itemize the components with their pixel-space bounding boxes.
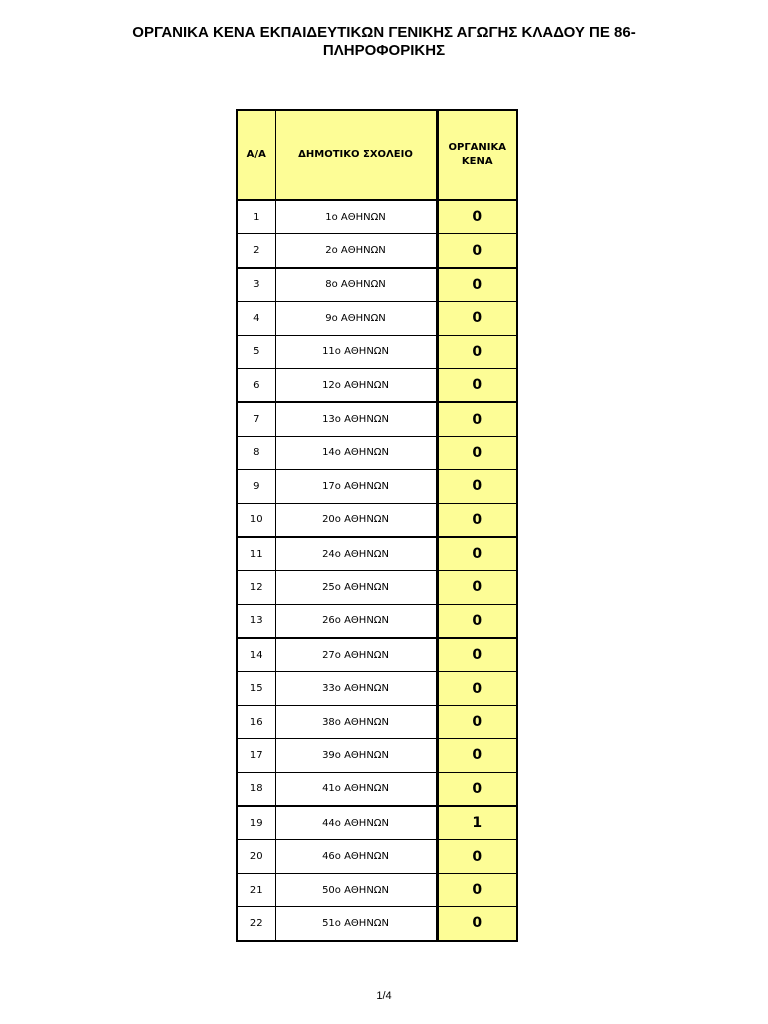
row-vacancies-cell: 0 [437,436,517,469]
row-vacancies-cell: 0 [437,234,517,268]
table-row [237,335,517,368]
row-school-cell: 1ο ΑΘΗΝΩΝ [275,200,437,234]
table-row [237,368,517,402]
table-row [237,436,517,469]
row-school-cell: 27ο ΑΘΗΝΩΝ [275,638,437,672]
row-vacancies-cell: 0 [437,368,517,402]
page-number: 1/4 [376,990,392,1002]
table-row [237,302,517,335]
row-vacancies-cell: 0 [437,907,517,941]
table-row [237,739,517,772]
row-vacancies-cell: 0 [437,537,517,571]
table-row [237,873,517,906]
table-header-row [237,110,517,200]
row-vacancies-cell: 0 [437,840,517,873]
header-aa: Α/Α [237,110,275,200]
row-school-cell: 38ο ΑΘΗΝΩΝ [275,705,437,738]
row-aa-cell: 20 [237,840,275,873]
row-vacancies-cell: 1 [437,806,517,840]
row-aa-cell: 19 [237,806,275,840]
table-row [237,672,517,705]
row-vacancies-cell: 0 [437,470,517,503]
vacancies-table [236,109,518,942]
row-vacancies-cell: 0 [437,604,517,638]
row-school-cell: 12ο ΑΘΗΝΩΝ [275,368,437,402]
row-school-cell: 39ο ΑΘΗΝΩΝ [275,739,437,772]
row-aa-cell: 11 [237,537,275,571]
row-aa-cell: 17 [237,739,275,772]
table-body [237,200,517,941]
row-vacancies-cell: 0 [437,335,517,368]
row-aa-cell: 4 [237,302,275,335]
table-row [237,638,517,672]
row-aa-cell: 5 [237,335,275,368]
row-school-cell: 50ο ΑΘΗΝΩΝ [275,873,437,906]
row-aa-cell: 18 [237,772,275,806]
header-vacancies-line1: ΟΡΓΑΝΙΚΑ [448,142,507,153]
table-row [237,234,517,268]
row-school-cell: 14ο ΑΘΗΝΩΝ [275,436,437,469]
row-school-cell: 24ο ΑΘΗΝΩΝ [275,537,437,571]
row-vacancies-cell: 0 [437,672,517,705]
row-aa-cell: 13 [237,604,275,638]
table-row [237,840,517,873]
row-vacancies-cell: 0 [437,503,517,537]
table-row [237,470,517,503]
table-row [237,503,517,537]
row-school-cell: 20ο ΑΘΗΝΩΝ [275,503,437,537]
table-row [237,806,517,840]
table-row [237,705,517,738]
row-aa-cell: 16 [237,705,275,738]
table-row [237,907,517,941]
row-aa-cell: 8 [237,436,275,469]
row-aa-cell: 7 [237,402,275,436]
row-school-cell: 44ο ΑΘΗΝΩΝ [275,806,437,840]
row-aa-cell: 2 [237,234,275,268]
row-school-cell: 41ο ΑΘΗΝΩΝ [275,772,437,806]
row-aa-cell: 3 [237,268,275,302]
document-title [0,24,768,60]
row-school-cell: 9ο ΑΘΗΝΩΝ [275,302,437,335]
row-vacancies-cell: 0 [437,571,517,604]
table-row [237,200,517,234]
header-vacancies [437,110,517,200]
row-aa-cell: 10 [237,503,275,537]
row-vacancies-cell: 0 [437,268,517,302]
row-school-cell: 33ο ΑΘΗΝΩΝ [275,672,437,705]
header-vacancies-line2: ΚΕΝΑ [461,156,493,167]
table-row [237,268,517,302]
document-title-line1: ΟΡΓΑΝΙΚΑ ΚΕΝΑ ΕΚΠΑΙΔΕΥΤΙΚΩΝ ΓΕΝΙΚΗΣ ΑΓΩΓΗΣ ΚΛΑΔΟΥ ΠΕ 86- [132,24,636,41]
row-school-cell: 17ο ΑΘΗΝΩΝ [275,470,437,503]
row-school-cell: 8ο ΑΘΗΝΩΝ [275,268,437,302]
row-aa-cell: 12 [237,571,275,604]
row-aa-cell: 15 [237,672,275,705]
table-row [237,571,517,604]
row-school-cell: 46ο ΑΘΗΝΩΝ [275,840,437,873]
table-row [237,772,517,806]
row-vacancies-cell: 0 [437,302,517,335]
row-vacancies-cell: 0 [437,739,517,772]
row-aa-cell: 6 [237,368,275,402]
row-vacancies-cell: 0 [437,200,517,234]
row-vacancies-cell: 0 [437,638,517,672]
document-title-line2: ΠΛΗΡΟΦΟΡΙΚΗΣ [322,42,446,59]
row-vacancies-cell: 0 [437,873,517,906]
table-row [237,604,517,638]
table-row [237,402,517,436]
row-school-cell: 51ο ΑΘΗΝΩΝ [275,907,437,941]
row-school-cell: 2ο ΑΘΗΝΩΝ [275,234,437,268]
row-school-cell: 25ο ΑΘΗΝΩΝ [275,571,437,604]
row-aa-cell: 14 [237,638,275,672]
header-school: ΔΗΜΟΤΙΚΟ ΣΧΟΛΕΙΟ [275,110,437,200]
row-vacancies-cell: 0 [437,705,517,738]
row-school-cell: 13ο ΑΘΗΝΩΝ [275,402,437,436]
table-row [237,537,517,571]
row-aa-cell: 21 [237,873,275,906]
row-school-cell: 26ο ΑΘΗΝΩΝ [275,604,437,638]
row-aa-cell: 22 [237,907,275,941]
row-school-cell: 11ο ΑΘΗΝΩΝ [275,335,437,368]
row-aa-cell: 9 [237,470,275,503]
row-vacancies-cell: 0 [437,772,517,806]
row-aa-cell: 1 [237,200,275,234]
row-vacancies-cell: 0 [437,402,517,436]
